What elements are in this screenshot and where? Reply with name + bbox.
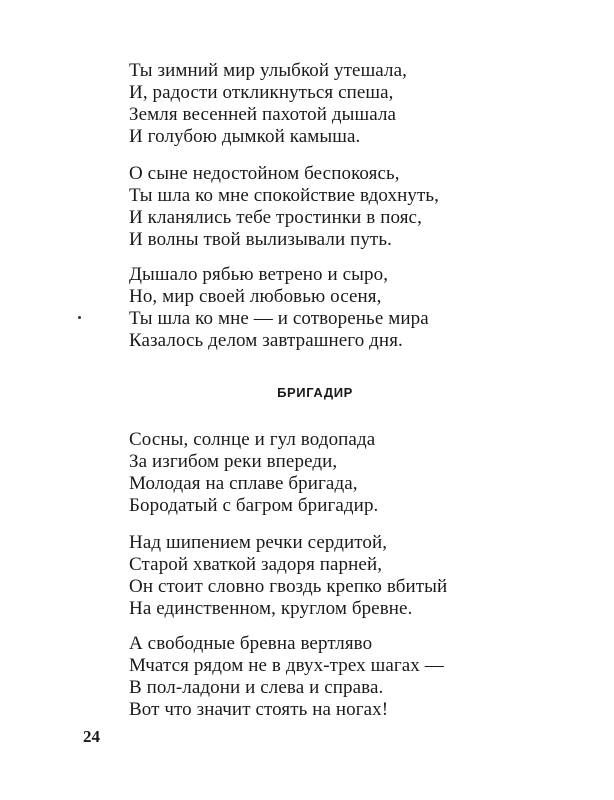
poem1-stanza-2 (129, 163, 439, 251)
verse-line: Казалось делом завтрашнего дня. (129, 330, 403, 351)
verse-line: Старой хваткой задоря парней, (129, 554, 383, 575)
poem-title: БРИГАДИР (277, 385, 353, 400)
verse-line: Ты зимний мир улыбкой утешала, (129, 60, 407, 81)
poem1-stanza-1 (129, 60, 407, 148)
verse-line: Ты шла ко мне — и сотворенье мира (129, 308, 429, 329)
verse-line: И волны твой вылизывали путь. (129, 229, 392, 250)
poem2-stanza-3 (129, 633, 444, 721)
verse-line: Ты шла ко мне спокойствие вдохнуть, (129, 185, 440, 206)
verse-line: Но, мир своей любовью осеня, (129, 286, 382, 307)
verse-line: Земля весенней пахотой дышала (129, 104, 397, 125)
verse-line: Над шипением речки сердитой, (129, 532, 388, 553)
verse-line: Вот что значит стоять на ногах! (129, 699, 389, 720)
verse-line: Мчатся рядом не в двух-трех шагах — (129, 655, 444, 676)
verse-line: О сыне недостойном беспокоясь, (129, 163, 400, 184)
verse-line: Дышало рябью ветрено и сыро, (129, 264, 389, 285)
verse-line: А свободные бревна вертляво (129, 633, 373, 654)
poem2-stanza-1 (129, 429, 378, 517)
page-number: 24 (83, 727, 100, 746)
verse-line: Бородатый с багром бригадир. (129, 495, 379, 516)
poem2-stanza-2 (129, 532, 447, 620)
verse-line: В пол-ладони и слева и справа. (129, 677, 384, 698)
verse-line: И кланялись тебе тростинки в пояс, (129, 207, 422, 228)
verse-line: Молодая на сплаве бригада, (129, 473, 358, 494)
verse-line: На единственном, круглом бревне. (129, 598, 413, 619)
verse-line: За изгибом реки впереди, (129, 451, 338, 472)
verse-line: И, радости откликнуться спеша, (129, 82, 394, 103)
print-speck (78, 316, 81, 319)
verse-line: И голубою дымкой камыша. (129, 126, 361, 147)
poem1-stanza-3 (129, 264, 429, 352)
verse-line: Сосны, солнце и гул водопада (129, 429, 376, 450)
verse-line: Он стоит словно гвоздь крепко вбитый (129, 576, 448, 597)
